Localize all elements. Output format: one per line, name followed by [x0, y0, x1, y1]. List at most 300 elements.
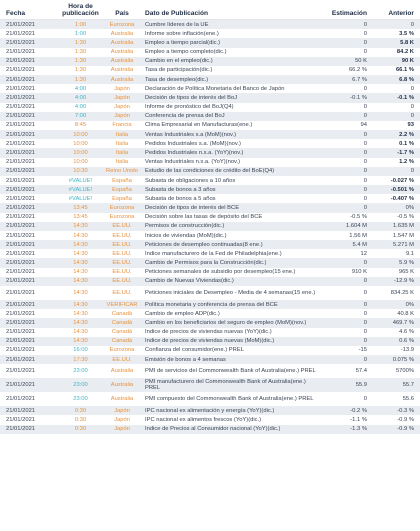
cell-time: 17:30	[73, 356, 88, 363]
table-row	[0, 268, 420, 277]
cell-previous: 1.2 %	[399, 159, 414, 166]
table-header	[0, 0, 420, 20]
cell-estimate: 57.4	[355, 368, 367, 375]
cell-country: Japón	[114, 426, 130, 433]
table-row	[0, 355, 420, 364]
cell-estimate: -15	[358, 347, 367, 354]
table-row	[0, 139, 420, 148]
cell-country: España	[112, 195, 132, 202]
cell-estimate: 0	[363, 177, 367, 184]
cell-event: Peticiones de desempleo continuadas(8 ene.)	[145, 241, 263, 248]
cell-previous: 5.271 M	[393, 241, 414, 248]
cell-country: EE.UU.	[112, 269, 132, 276]
cell-event: Política monetaria y conferencia de prensa del BCE	[145, 301, 278, 308]
cell-date: 21/01/2021	[6, 289, 36, 296]
table-row	[0, 93, 420, 102]
cell-country: Australia	[110, 396, 134, 403]
cell-country: EE.UU.	[112, 241, 132, 248]
cell-time: 14:30	[73, 289, 88, 296]
cell-date: 21/01/2021	[6, 76, 36, 83]
cell-country: Reino Unido	[106, 168, 138, 175]
cell-estimate: 12	[360, 250, 367, 257]
cell-date: 21/01/2021	[6, 223, 36, 230]
cell-event: Decisión de tipos de interés del BoJ	[145, 94, 238, 101]
table-row	[0, 337, 420, 346]
cell-event: Inicios de viviendas (MoM)(dic.)	[145, 232, 227, 239]
cell-estimate: 0	[363, 131, 367, 138]
cell-estimate: 0	[363, 301, 367, 308]
cell-time: 0:30	[74, 407, 87, 414]
cell-event: Peticiones semanales de subsidio por desempleo(15 ene.)	[145, 269, 296, 276]
cell-time: #VALUE!	[68, 177, 93, 184]
cell-date: 21/01/2021	[6, 214, 36, 221]
cell-estimate: 0	[363, 356, 367, 363]
cell-previous: 0%	[405, 205, 414, 212]
cell-event: IPC nacional ex alimentación y energía (YoY)(dic.)	[145, 407, 275, 414]
cell-date: 21/01/2021	[6, 49, 36, 56]
cell-time: 10:30	[73, 168, 88, 175]
cell-time: 23:00	[73, 382, 88, 389]
cell-estimate: 0	[363, 289, 367, 296]
table-row	[0, 57, 420, 66]
cell-country: Eurozona	[109, 347, 135, 354]
cell-previous: -1.7 %	[397, 149, 414, 156]
cell-date: 21/01/2021	[6, 278, 36, 285]
cell-country: Italia	[115, 131, 129, 138]
cell-country: Italia	[115, 140, 129, 147]
cell-country: Canadá	[111, 310, 133, 317]
cell-event: Índice de precios de viviendas nuevas (MoM)(dic.)	[145, 338, 275, 345]
cell-estimate: 0	[363, 195, 367, 202]
header-date: Fecha	[6, 10, 26, 17]
cell-date: 21/01/2021	[6, 301, 36, 308]
cell-previous: 0.1 %	[399, 140, 414, 147]
cell-event: IPC nacional ex alimentos frescos (YoY)(dic.)	[145, 416, 262, 423]
cell-country: Italia	[115, 159, 129, 166]
cell-previous: 66.1 %	[395, 67, 414, 74]
table-row	[0, 203, 420, 212]
table-row	[0, 112, 420, 121]
cell-previous: 469.7 %	[392, 319, 414, 326]
header-estimate: Estimación	[331, 10, 367, 17]
table-row	[0, 309, 420, 318]
cell-time: 4:00	[74, 94, 87, 101]
cell-event: Subasta de bonos a 3 años	[145, 186, 216, 193]
cell-estimate: 94	[360, 122, 367, 129]
cell-event: Subasta de obligaciones a 10 años	[145, 177, 236, 184]
cell-previous: 4.6 %	[399, 329, 414, 336]
table-row	[0, 222, 420, 231]
cell-previous: 3.5 %	[399, 30, 414, 37]
cell-estimate: 910 K	[351, 269, 367, 276]
table-row	[0, 240, 420, 249]
cell-event: Estudio de las condiciones de crédito del BoE(Q4)	[145, 168, 275, 175]
cell-event: Tasa de desempleo(dic.)	[145, 76, 209, 83]
cell-date: 21/01/2021	[6, 416, 36, 423]
cell-country: Canadá	[111, 338, 133, 345]
cell-time: 8:45	[74, 122, 87, 129]
table-row	[0, 415, 420, 424]
table-body	[0, 20, 420, 434]
cell-previous: 834.25 K	[390, 289, 414, 296]
cell-estimate: 0	[363, 310, 367, 317]
cell-time: 14:30	[73, 223, 88, 230]
cell-estimate: 0	[363, 260, 367, 267]
cell-previous: -13.9	[400, 347, 414, 354]
cell-estimate: -0.1 %	[350, 94, 367, 101]
cell-country: Italia	[115, 149, 129, 156]
cell-date: 21/01/2021	[6, 205, 36, 212]
cell-date: 21/01/2021	[6, 39, 36, 46]
cell-country: Eurozona	[109, 214, 135, 221]
cell-date: 21/01/2021	[6, 250, 36, 257]
cell-time: 23:00	[73, 396, 88, 403]
cell-event: Decisión sobre las tasas de depósito del BCE	[145, 214, 263, 221]
table-row	[0, 425, 420, 434]
cell-time: 16:00	[73, 347, 88, 354]
cell-country: Australia	[110, 368, 134, 375]
cell-time: 14:30	[73, 301, 88, 308]
table-row	[0, 194, 420, 203]
cell-event: Permisos de construcción(dic.)	[145, 223, 225, 230]
cell-country: Canadá	[111, 319, 133, 326]
cell-event: Cambio en los beneficiarios del seguro de empleo (MoM)(nov.)	[145, 319, 307, 326]
cell-country: Japón	[114, 94, 130, 101]
cell-previous: 6.8 %	[399, 76, 414, 83]
cell-date: 21/01/2021	[6, 168, 36, 175]
table-row	[0, 158, 420, 167]
cell-previous: -12.9 %	[394, 278, 414, 285]
cell-estimate: 0	[363, 396, 367, 403]
cell-event: Empleo a tiempo parcial(dic.)	[145, 39, 221, 46]
cell-previous: 55.7	[402, 382, 414, 389]
cell-event: Conferencia de prensa del BoJ	[145, 113, 225, 120]
cell-country: Japón	[114, 104, 130, 111]
cell-country: España	[112, 177, 132, 184]
cell-date: 21/01/2021	[6, 260, 36, 267]
table-row	[0, 213, 420, 222]
cell-time: 14:30	[73, 338, 88, 345]
cell-country: Japón	[114, 113, 130, 120]
cell-country: Australia	[110, 382, 134, 389]
table-row	[0, 258, 420, 267]
cell-previous: 0	[410, 21, 414, 28]
cell-time: 1:00	[74, 21, 87, 28]
cell-time: #VALUE!	[68, 195, 93, 202]
cell-previous: 0	[410, 85, 414, 92]
cell-estimate: 55.9	[355, 382, 367, 389]
cell-event: Ventas Industriales s.a (MoM)(nov.)	[145, 131, 237, 138]
cell-date: 21/01/2021	[6, 113, 36, 120]
cell-country: EE.UU.	[112, 260, 132, 267]
cell-time: 1:30	[74, 58, 87, 65]
cell-estimate: -1.3 %	[350, 426, 367, 433]
cell-estimate: 0	[363, 338, 367, 345]
cell-country: VERIFICAR	[106, 301, 138, 308]
cell-estimate: 0	[363, 113, 367, 120]
cell-event: Pedidos Industriales n.s.a. (YoY)(nov.)	[145, 149, 244, 156]
cell-previous: 5.9 %	[399, 260, 414, 267]
cell-event: Cumbre líderes de la UE	[145, 21, 209, 28]
cell-time: 14:30	[73, 250, 88, 257]
cell-date: 21/01/2021	[6, 382, 36, 389]
cell-date: 21/01/2021	[6, 329, 36, 336]
cell-time: 14:30	[73, 241, 88, 248]
cell-event: Índice de Precios al Consumidor nacional (YoY)(dic.)	[145, 426, 281, 433]
cell-estimate: 0	[363, 278, 367, 285]
cell-event: Cambio de Permisos para la Construcción(dic.)	[145, 260, 267, 267]
cell-estimate: 0	[363, 30, 367, 37]
cell-date: 21/01/2021	[6, 232, 36, 239]
cell-previous: 84.2 K	[396, 49, 414, 56]
cell-time: 14:30	[73, 319, 88, 326]
cell-date: 21/01/2021	[6, 94, 36, 101]
cell-estimate: 0	[363, 85, 367, 92]
cell-time: 14:30	[73, 232, 88, 239]
cell-event: Informe sobre inflación(ene.)	[145, 30, 219, 37]
cell-estimate: 0	[363, 104, 367, 111]
cell-estimate: 0	[363, 319, 367, 326]
cell-date: 21/01/2021	[6, 407, 36, 414]
cell-time: 0:30	[74, 426, 87, 433]
table-row	[0, 346, 420, 355]
cell-previous: 55.6	[402, 396, 414, 403]
table-row	[0, 121, 420, 130]
table-row	[0, 231, 420, 240]
table-row	[0, 392, 420, 406]
cell-date: 21/01/2021	[6, 368, 36, 375]
cell-date: 21/01/2021	[6, 85, 36, 92]
cell-time: 23:00	[73, 368, 88, 375]
cell-previous: 93	[407, 122, 414, 129]
cell-date: 21/01/2021	[6, 241, 36, 248]
cell-event: Pedidos Industriales s.a. (MoM)(nov.)	[145, 140, 241, 147]
table-row	[0, 75, 420, 84]
cell-time: 1:30	[74, 67, 87, 74]
table-row	[0, 300, 420, 309]
table-row	[0, 130, 420, 139]
cell-country: Australia	[110, 30, 134, 37]
cell-time: 14:30	[73, 278, 88, 285]
cell-previous: 0%	[405, 301, 414, 308]
cell-country: EE.UU.	[112, 278, 132, 285]
cell-country: Japón	[114, 416, 130, 423]
table-row	[0, 38, 420, 47]
cell-event: Cambio de Nuevas Viviendas(dic.)	[145, 278, 234, 285]
cell-time: 4:00	[74, 104, 87, 111]
cell-date: 21/01/2021	[6, 269, 36, 276]
cell-country: Australia	[110, 49, 134, 56]
cell-previous: 965 K	[398, 269, 414, 276]
table-row	[0, 406, 420, 415]
cell-previous: 2.2 %	[399, 131, 414, 138]
cell-estimate: 5.4 M	[352, 241, 367, 248]
cell-time: 1:30	[74, 39, 87, 46]
cell-date: 21/01/2021	[6, 396, 36, 403]
header-country: País	[115, 10, 129, 17]
cell-time: 13:45	[73, 214, 88, 221]
cell-event: PMI de servicios del Commonwealth Bank of Australia(ene.) PREL	[145, 367, 316, 374]
cell-event: PMI compuesto del Commonwealth Bank of Australia(ene.) PREL	[145, 395, 314, 402]
table-row	[0, 66, 420, 75]
table-row	[0, 84, 420, 93]
cell-estimate: 0	[363, 329, 367, 336]
cell-time: 14:30	[73, 310, 88, 317]
cell-country: Australia	[110, 39, 134, 46]
cell-date: 21/01/2021	[6, 122, 36, 129]
cell-previous: 1.635 M	[393, 223, 414, 230]
cell-date: 21/01/2021	[6, 131, 36, 138]
table-row	[0, 176, 420, 185]
cell-estimate: 0	[363, 140, 367, 147]
cell-time: 14:30	[73, 329, 88, 336]
cell-time: 10:00	[73, 140, 88, 147]
cell-estimate: 6.7 %	[352, 76, 367, 83]
cell-time: 10:00	[73, 131, 88, 138]
table-row	[0, 167, 420, 176]
table-row	[0, 185, 420, 194]
cell-country: EE.UU.	[112, 289, 132, 296]
cell-date: 21/01/2021	[6, 104, 36, 111]
cell-event: Subasta de bonos a 5 años	[145, 195, 216, 202]
cell-estimate: 66.2 %	[348, 67, 367, 74]
cell-previous: 0	[410, 168, 414, 175]
cell-estimate: 50 K	[355, 58, 367, 65]
table-row	[0, 29, 420, 38]
cell-previous: 0	[410, 104, 414, 111]
cell-date: 21/01/2021	[6, 310, 36, 317]
cell-time: 1:30	[74, 49, 87, 56]
cell-event: Cambio de empleo ADP(dic.)	[145, 310, 220, 317]
cell-time: 14:30	[73, 260, 88, 267]
table-row	[0, 286, 420, 300]
cell-time: 1:30	[74, 76, 87, 83]
table-row	[0, 103, 420, 112]
cell-country: Japón	[114, 407, 130, 414]
cell-time: 0:30	[74, 416, 87, 423]
cell-country: Francia	[112, 122, 132, 129]
cell-estimate: 0	[363, 159, 367, 166]
cell-time: 1:00	[74, 30, 87, 37]
cell-time: 14:30	[73, 269, 88, 276]
cell-previous: -0.9 %	[397, 416, 414, 423]
cell-estimate: -1.1 %	[350, 416, 367, 423]
cell-previous: -0.9 %	[397, 426, 414, 433]
cell-estimate: 0	[363, 21, 367, 28]
table-row	[0, 20, 420, 29]
table-row	[0, 378, 420, 392]
cell-estimate: 1.56 M	[349, 232, 367, 239]
cell-event: Índice de precios de viviendas nuevas (YoY)(dic.)	[145, 329, 272, 336]
cell-estimate: -0.2 %	[350, 407, 367, 414]
table-row	[0, 318, 420, 327]
cell-date: 21/01/2021	[6, 186, 36, 193]
cell-event: Informe de pronóstico del BoJ(Q4)	[145, 104, 234, 111]
cell-country: EE.UU.	[112, 250, 132, 257]
cell-country: EE.UU.	[112, 223, 132, 230]
cell-event: Tasa de participación(dic.)	[145, 67, 213, 74]
cell-event: PMI manufacturero del Commonwealth Bank of Australia(ene.) PREL	[145, 378, 306, 392]
cell-date: 21/01/2021	[6, 319, 36, 326]
cell-estimate: 0	[363, 205, 367, 212]
cell-event: Ventas Industriales n.s.a. (YoY)(nov.)	[145, 159, 241, 166]
cell-estimate: 0	[363, 49, 367, 56]
cell-time: 7:00	[74, 113, 87, 120]
cell-estimate: 0	[363, 149, 367, 156]
cell-date: 21/01/2021	[6, 30, 36, 37]
table-row	[0, 328, 420, 337]
cell-previous: 5700%	[395, 368, 414, 375]
cell-time: 10:00	[73, 149, 88, 156]
cell-previous: -0.027 %	[390, 177, 414, 184]
cell-date: 21/01/2021	[6, 159, 36, 166]
cell-country: Eurozona	[109, 21, 135, 28]
table-row	[0, 277, 420, 286]
cell-previous: 0.075 %	[392, 356, 414, 363]
cell-date: 21/01/2021	[6, 177, 36, 184]
cell-event: Declaración de Política Monetaria del Banco de Japón	[145, 85, 285, 92]
cell-time: #VALUE!	[68, 186, 93, 193]
cell-previous: 9.1	[405, 250, 414, 257]
cell-time: 4:00	[74, 85, 87, 92]
cell-country: EE.UU.	[112, 232, 132, 239]
cell-event: Decisión de tipos de interés del BCE	[145, 205, 240, 212]
cell-event: Confianza del consumidor(ene.) PREL	[145, 347, 244, 354]
cell-previous: -0.5 %	[397, 214, 414, 221]
cell-event: Peticiones iniciales de Desempleo - Media de 4 semanas(15 ene.)	[145, 289, 316, 296]
cell-date: 21/01/2021	[6, 21, 36, 28]
cell-estimate: 0	[363, 168, 367, 175]
cell-estimate: 0	[363, 39, 367, 46]
cell-estimate: 0	[363, 186, 367, 193]
cell-previous: -0.1 %	[397, 94, 414, 101]
cell-previous: 90 K	[401, 58, 414, 65]
cell-date: 21/01/2021	[6, 195, 36, 202]
cell-estimate: -0.5 %	[350, 214, 367, 221]
cell-estimate: 1.604 M	[346, 223, 367, 230]
cell-previous: -0.407 %	[390, 195, 414, 202]
header-previous: Anterior	[388, 10, 414, 17]
table-row	[0, 48, 420, 57]
header-time: Hora de publicación	[62, 3, 99, 17]
table-row	[0, 148, 420, 157]
cell-previous: 0	[410, 113, 414, 120]
cell-country: Australia	[110, 58, 134, 65]
cell-event: Índice manufacturero de la Fed de Philadelphia(ene.)	[145, 250, 282, 257]
cell-date: 21/01/2021	[6, 67, 36, 74]
cell-country: España	[112, 186, 132, 193]
table-row	[0, 249, 420, 258]
header-event: Dato de Publicación	[145, 10, 209, 17]
cell-previous: 5.8 K	[400, 39, 414, 46]
cell-date: 21/01/2021	[6, 426, 36, 433]
cell-date: 21/01/2021	[6, 149, 36, 156]
cell-date: 21/01/2021	[6, 58, 36, 65]
cell-event: Clima Empresarial en Manufacturas(ene.)	[145, 122, 253, 129]
cell-date: 21/01/2021	[6, 140, 36, 147]
cell-event: Empleo a tiempo completo(dic.)	[145, 49, 227, 56]
cell-country: Australia	[110, 76, 134, 83]
cell-country: Australia	[110, 67, 134, 74]
cell-previous: 40.8 K	[397, 310, 414, 317]
cell-date: 21/01/2021	[6, 338, 36, 345]
cell-date: 21/01/2021	[6, 347, 36, 354]
cell-country: Japón	[114, 85, 130, 92]
cell-previous: 1.547 M	[393, 232, 414, 239]
cell-country: EE.UU.	[112, 356, 132, 363]
table-row	[0, 364, 420, 378]
cell-event: Emisión de bonos a 4 semanas	[145, 356, 226, 363]
